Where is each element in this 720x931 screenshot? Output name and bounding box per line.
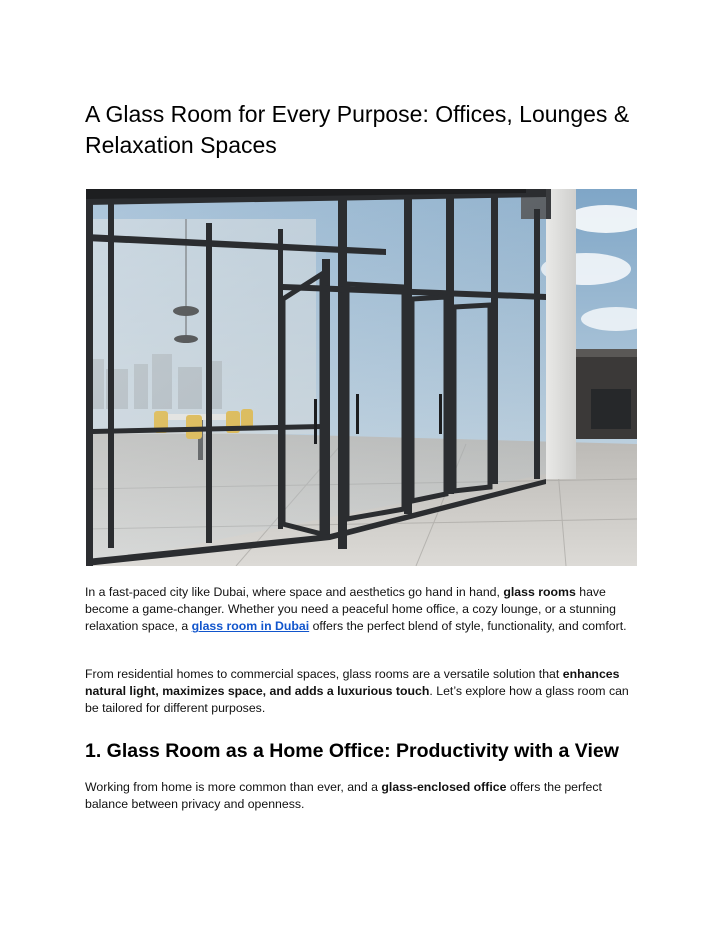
- second-paragraph: [85, 666, 637, 718]
- intro-paragraph: [85, 584, 637, 636]
- glass-enclosed-office-bold: glass-enclosed office: [381, 780, 507, 794]
- para2-text-2: . Let’s explore how a glass room can be tailored for different purposes.: [85, 684, 629, 716]
- para2-text-1: From residential homes to commercial spaces, glass rooms are a versatile solution that: [85, 667, 563, 681]
- glass-room-dubai-link[interactable]: glass room in Dubai: [191, 619, 310, 634]
- intro-text-3: offers the perfect blend of style, functionality, and comfort.: [309, 619, 627, 634]
- glass-room-illustration: [86, 189, 637, 566]
- intro-text-2: have become a game-changer. Whether you need a peaceful home office, a cozy lounge, or a stunning relaxation space, a: [85, 585, 616, 634]
- intro-text-1: In a fast-paced city like Dubai, where space and aesthetics go hand in hand,: [85, 585, 504, 599]
- section1-paragraph: [85, 779, 637, 813]
- hero-image: [86, 189, 637, 566]
- para2-bold: enhances natural light, maximizes space, and adds a luxurious touch: [85, 667, 620, 699]
- page-title: A Glass Room for Every Purpose: Offices, Lounges & Relaxation Spaces: [85, 101, 630, 158]
- section1-text-1: Working from home is more common than ever, and a: [85, 780, 382, 794]
- glass-rooms-bold: glass rooms: [503, 585, 576, 599]
- section1-text-2: offers the perfect balance between privacy and openness.: [85, 780, 602, 812]
- section-heading-home-office: 1. Glass Room as a Home Office: Productivity with a View: [85, 740, 619, 762]
